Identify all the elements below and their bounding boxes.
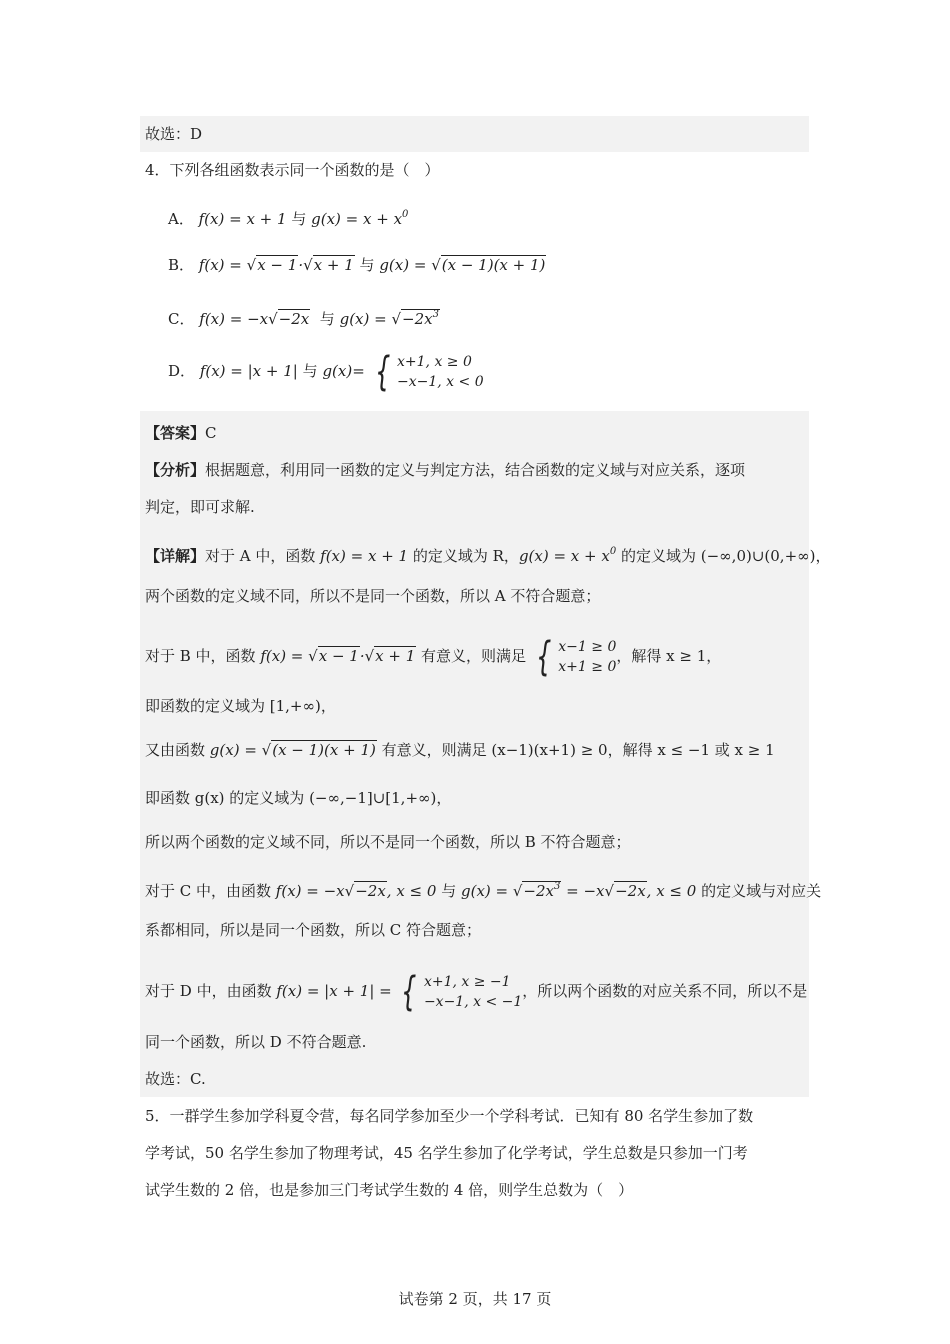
q4-detail-2: 两个函数的定义域不同，所以不是同一个函数，所以 A 不符合题意； [145,587,601,605]
option-c-label: C． [168,310,195,328]
detail-math: $g(x) = √-2x^3 = -x√-2x$, x ≤ 0 [460,881,697,900]
prev-answer-choice: 故选：D [145,125,203,143]
detail-text: 与 [436,882,461,900]
q4-detail-10 [145,969,808,1015]
detail-math: f(x) = −x√−2x, x ≤ 0 [275,882,437,900]
option-d-g: g(x)= [322,362,365,380]
q4-option-d [168,349,484,395]
q4-detail-9: 系都相同，所以是同一个函数，所以 C 符合题意； [145,921,482,939]
option-a-g: $g(x) = x + x^0$ [311,209,409,228]
analysis-tag: 【分析】 [145,461,206,479]
option-c-f: f(x) = −x√−2x [199,310,310,328]
system-row: x−1 ≥ 0 [558,639,617,655]
q4-detail-12: 故选：C. [145,1070,206,1088]
detail-text: 对于 D 中，由函数 [145,982,277,1000]
option-b-f: f(x) = √x − 1·√x + 1 [198,256,354,274]
option-a-conj: 与 [291,210,307,228]
detail-text: ，解得 x ≥ 1， [616,647,722,665]
q4-analysis-2: 判定，即可求解. [145,498,255,516]
detail-text: 对于 C 中，由函数 [145,882,276,900]
detail-text: 对于 A 中，函数 [205,547,321,565]
page-footer: 试卷第 2 页，共 17 页 [398,1290,552,1308]
detail-text: 对于 B 中，函数 [145,647,261,665]
detail-10-piecewise: { x+1, x ≥ −1 −x−1, x < −1 [401,969,523,1015]
q4-detail-7: 所以两个函数的定义域不同，所以不是同一个函数，所以 B 不符合题意； [145,833,631,851]
q4-detail-5 [145,738,775,762]
detail-3-system: { x−1 ≥ 0 x+1 ≥ 0 [535,634,617,680]
q4-answer [145,421,217,445]
piecewise-row: −x−1, x < −1 [423,994,523,1010]
option-d-label: D． [168,362,196,380]
option-d-conj: 与 [302,362,318,380]
q4-option-c [168,303,440,331]
detail-text: 又由函数 [145,741,210,759]
q4-detail-1 [145,540,830,568]
q4-option-b [168,253,546,277]
system-row: x+1 ≥ 0 [558,659,617,675]
detail-text: ，所以两个函数的对应关系不同，所以不是 [522,982,808,1000]
analysis-text-1: 根据题意，利用同一函数的定义与判定方法，结合函数的定义域与对应关系，逐项 [205,461,746,479]
detail-text: 有意义，则满足 [416,647,527,665]
detail-math: f(x) = x + 1 [320,547,409,565]
option-d-f: f(x) = |x + 1| [199,362,298,380]
q5-line-2: 学考试，50 名学生参加了物理考试，45 名学生参加了化学考试，学生总数是只参加一门考 [145,1144,748,1162]
answer-value: C [205,424,217,442]
q5-line-3: 试学生数的 2 倍，也是参加三门考试学生数的 4 倍，则学生总数为（ ） [145,1181,634,1199]
prev-answer-block [140,116,809,152]
q5-line-1: 5．一群学生参加学科夏令营，每名同学参加至少一个学科考试．已知有 80 名学生参加了数 [145,1107,754,1125]
option-c-g: $g(x) = √-2x^3$ [339,309,439,328]
q4-detail-6: 即函数 g(x) 的定义域为 (−∞,−1]∪[1,+∞)， [145,789,452,807]
option-b-g: g(x) = √(x − 1)(x + 1) [379,256,546,274]
q4-detail-8 [145,875,821,903]
detail-tag: 【详解】 [145,547,206,565]
option-a-label: A． [168,210,194,228]
option-d-piecewise: { x+1, x ≥ 0 −x−1, x < 0 [374,349,484,395]
q4-detail-11: 同一个函数，所以 D 不符合题意. [145,1033,367,1051]
q4-option-a [168,203,408,231]
q4-analysis-1 [145,458,745,482]
detail-text: 有意义，则满足 (x−1)(x+1) ≥ 0，解得 x ≤ −1 或 x ≥ 1 [376,741,775,759]
option-d-case2: −x−1, x < 0 [397,374,484,390]
detail-math: f(x) = |x + 1| = [276,982,397,1000]
detail-math: $g(x) = x + x^0$ [518,546,617,565]
detail-text: 的定义域为 R， [408,547,519,565]
option-d-case1: x+1, x ≥ 0 [397,354,472,370]
detail-math: f(x) = √x − 1·√x + 1 [260,647,416,665]
piecewise-row: x+1, x ≥ −1 [423,974,511,990]
option-b-label: B． [168,256,195,274]
answer-tag: 【答案】 [145,424,206,442]
detail-math: g(x) = √(x − 1)(x + 1) [209,741,376,759]
option-c-conj: 与 [319,310,335,328]
detail-text: 的定义域为 (−∞,0)∪(0,+∞)， [616,547,831,565]
detail-text: 的定义域与对应关 [696,882,822,900]
option-b-conj: 与 [359,256,375,274]
option-a-f: f(x) = x + 1 [198,210,287,228]
q4-detail-3 [145,634,722,680]
q4-detail-4: 即函数的定义域为 [1,+∞)， [145,697,336,715]
q4-stem: 4．下列各组函数表示同一个函数的是（ ） [145,161,440,179]
